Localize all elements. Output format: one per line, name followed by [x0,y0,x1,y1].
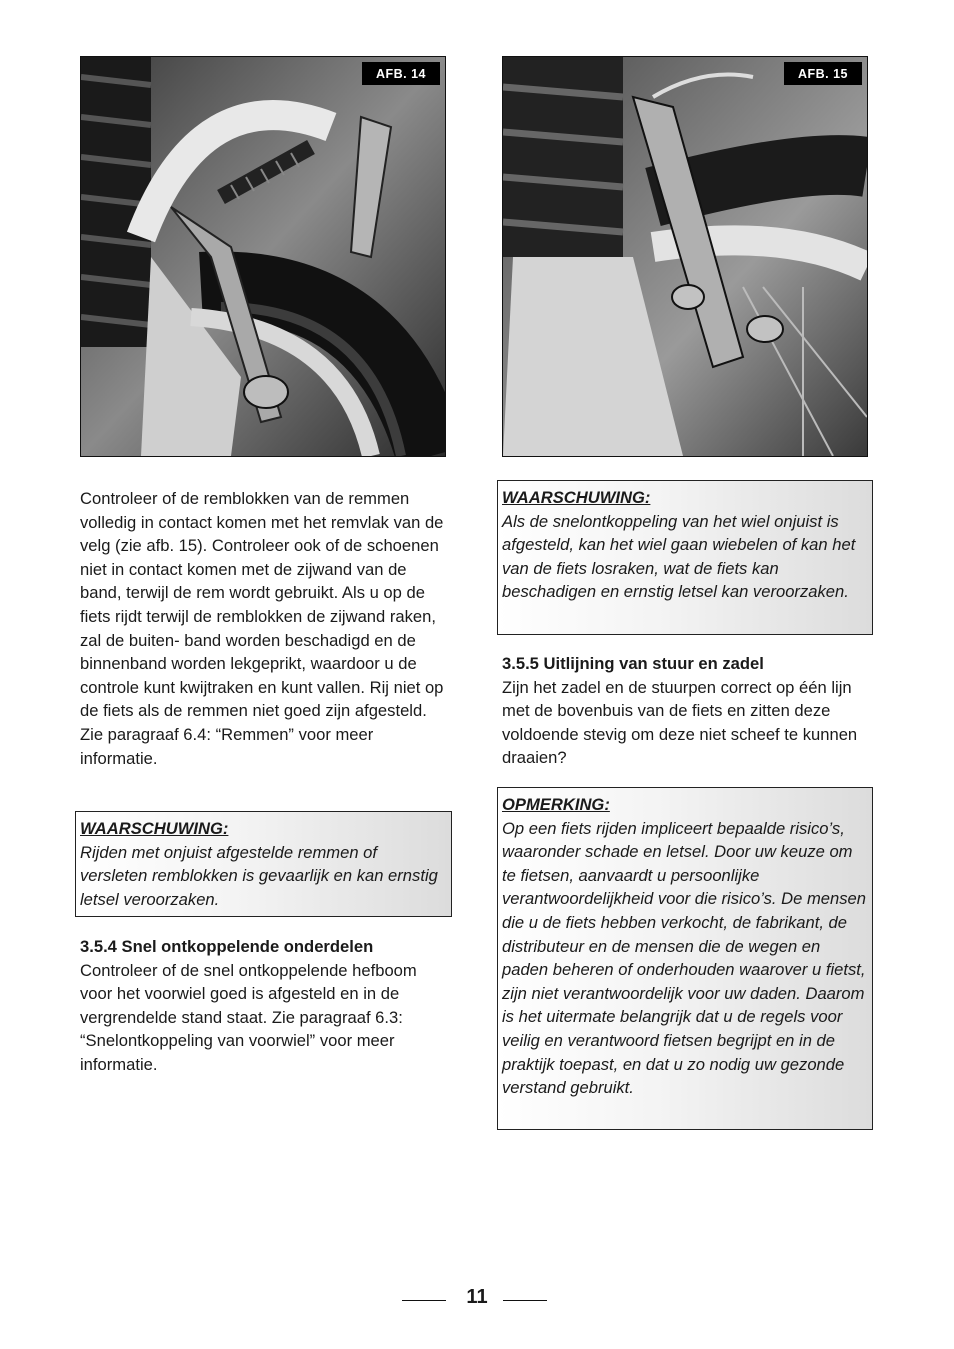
section-text: Controleer of de snel ontkoppelende hefboom voor het voorwiel goed is afgesteld en in de vergrendelde stand staat. Zie paragraaf 6.3: “Snelontkoppeling van voorwiel” voor meer informatie. [80,960,417,1074]
section-heading: 3.5.5 Uitlijning van stuur en zadel [502,654,764,673]
warning-box-quick-release [497,480,873,635]
note-box [497,787,873,1130]
section-heading: 3.5.4 Snel ontkoppelende onderdelen [80,937,374,956]
figure-afb-14 [80,56,446,457]
warning-text: Als de snelontkoppeling van het wiel onjuist is afgesteld, kan het wiel gaan wiebelen of kan het van de fiets losraken, wat de fiets kan beschadigen en ernstig letsel kan veroorzaken. [502,511,856,602]
page-number-rule-right [503,1300,547,1301]
section-3-5-5 [502,652,874,770]
note-title: OPMERKING: [502,795,610,814]
warning-text: Rijden met onjuist afgestelde remmen of versleten remblokken is gevaarlijk en kan ernstig letsel veroorzaken. [80,842,438,909]
section-3-5-4 [80,935,450,1077]
note-text: Op een fiets rijden impliceert bepaalde risico’s, waaronder schade en letsel. Door uw keuze om te fietsen, aanvaardt u persoonlijke verantwoordelijkheid voor die risico’s. De mensen die u de fiets hebben verkocht, de fabrikant, de distributeur en de mensen die de wegen en paden beheren of onderhouden waarover u fietst, zijn niet verantwoordelijk voor uw daden. Daarom is het uitermate belangrijk dat u de regels voor veilig en verantwoord fietsen begrijpt en in de praktijk toepast, en dat u zo nodig uw gezonde verstand gebruikt. [502,818,867,1098]
figure-label: AFB. 14 [362,62,440,85]
page-number: 11 [466,1286,488,1308]
section-text: Zijn het zadel en de stuurpen correct op één lijn met de bovenbuis van de fiets en zitten deze voldoende stevig om deze niet scheef te kunnen draaien? [502,677,858,768]
warning-title: WAARSCHUWING: [80,819,229,838]
warning-box-brakes [75,811,452,917]
brake-photo-left [81,57,445,456]
intro-paragraph [80,487,452,770]
figure-afb-15 [502,56,868,457]
intro-text: Controleer of de remblokken van de remmen volledig in contact komen met het remvlak van de velg (zie afb. 15). Controleer ook of de schoenen niet in contact komen met de zijwand van de band, terwijl de rem wordt gebruikt. Als u op de fiets rijdt terwijl de remblokken de zijwand raken, zal de buiten- band worden beschadigd en de binnenband worden lekgeprikt, waardoor u de controle kunt kwijtraken en kunt vallen. Rij niet op de fiets als de remmen niet goed zijn afgesteld. Zie paragraaf 6.4: “Remmen” voor meer informatie. [80,489,444,768]
brake-photo-right [503,57,867,456]
figure-label: AFB. 15 [784,62,862,85]
warning-title: WAARSCHUWING: [502,488,651,507]
